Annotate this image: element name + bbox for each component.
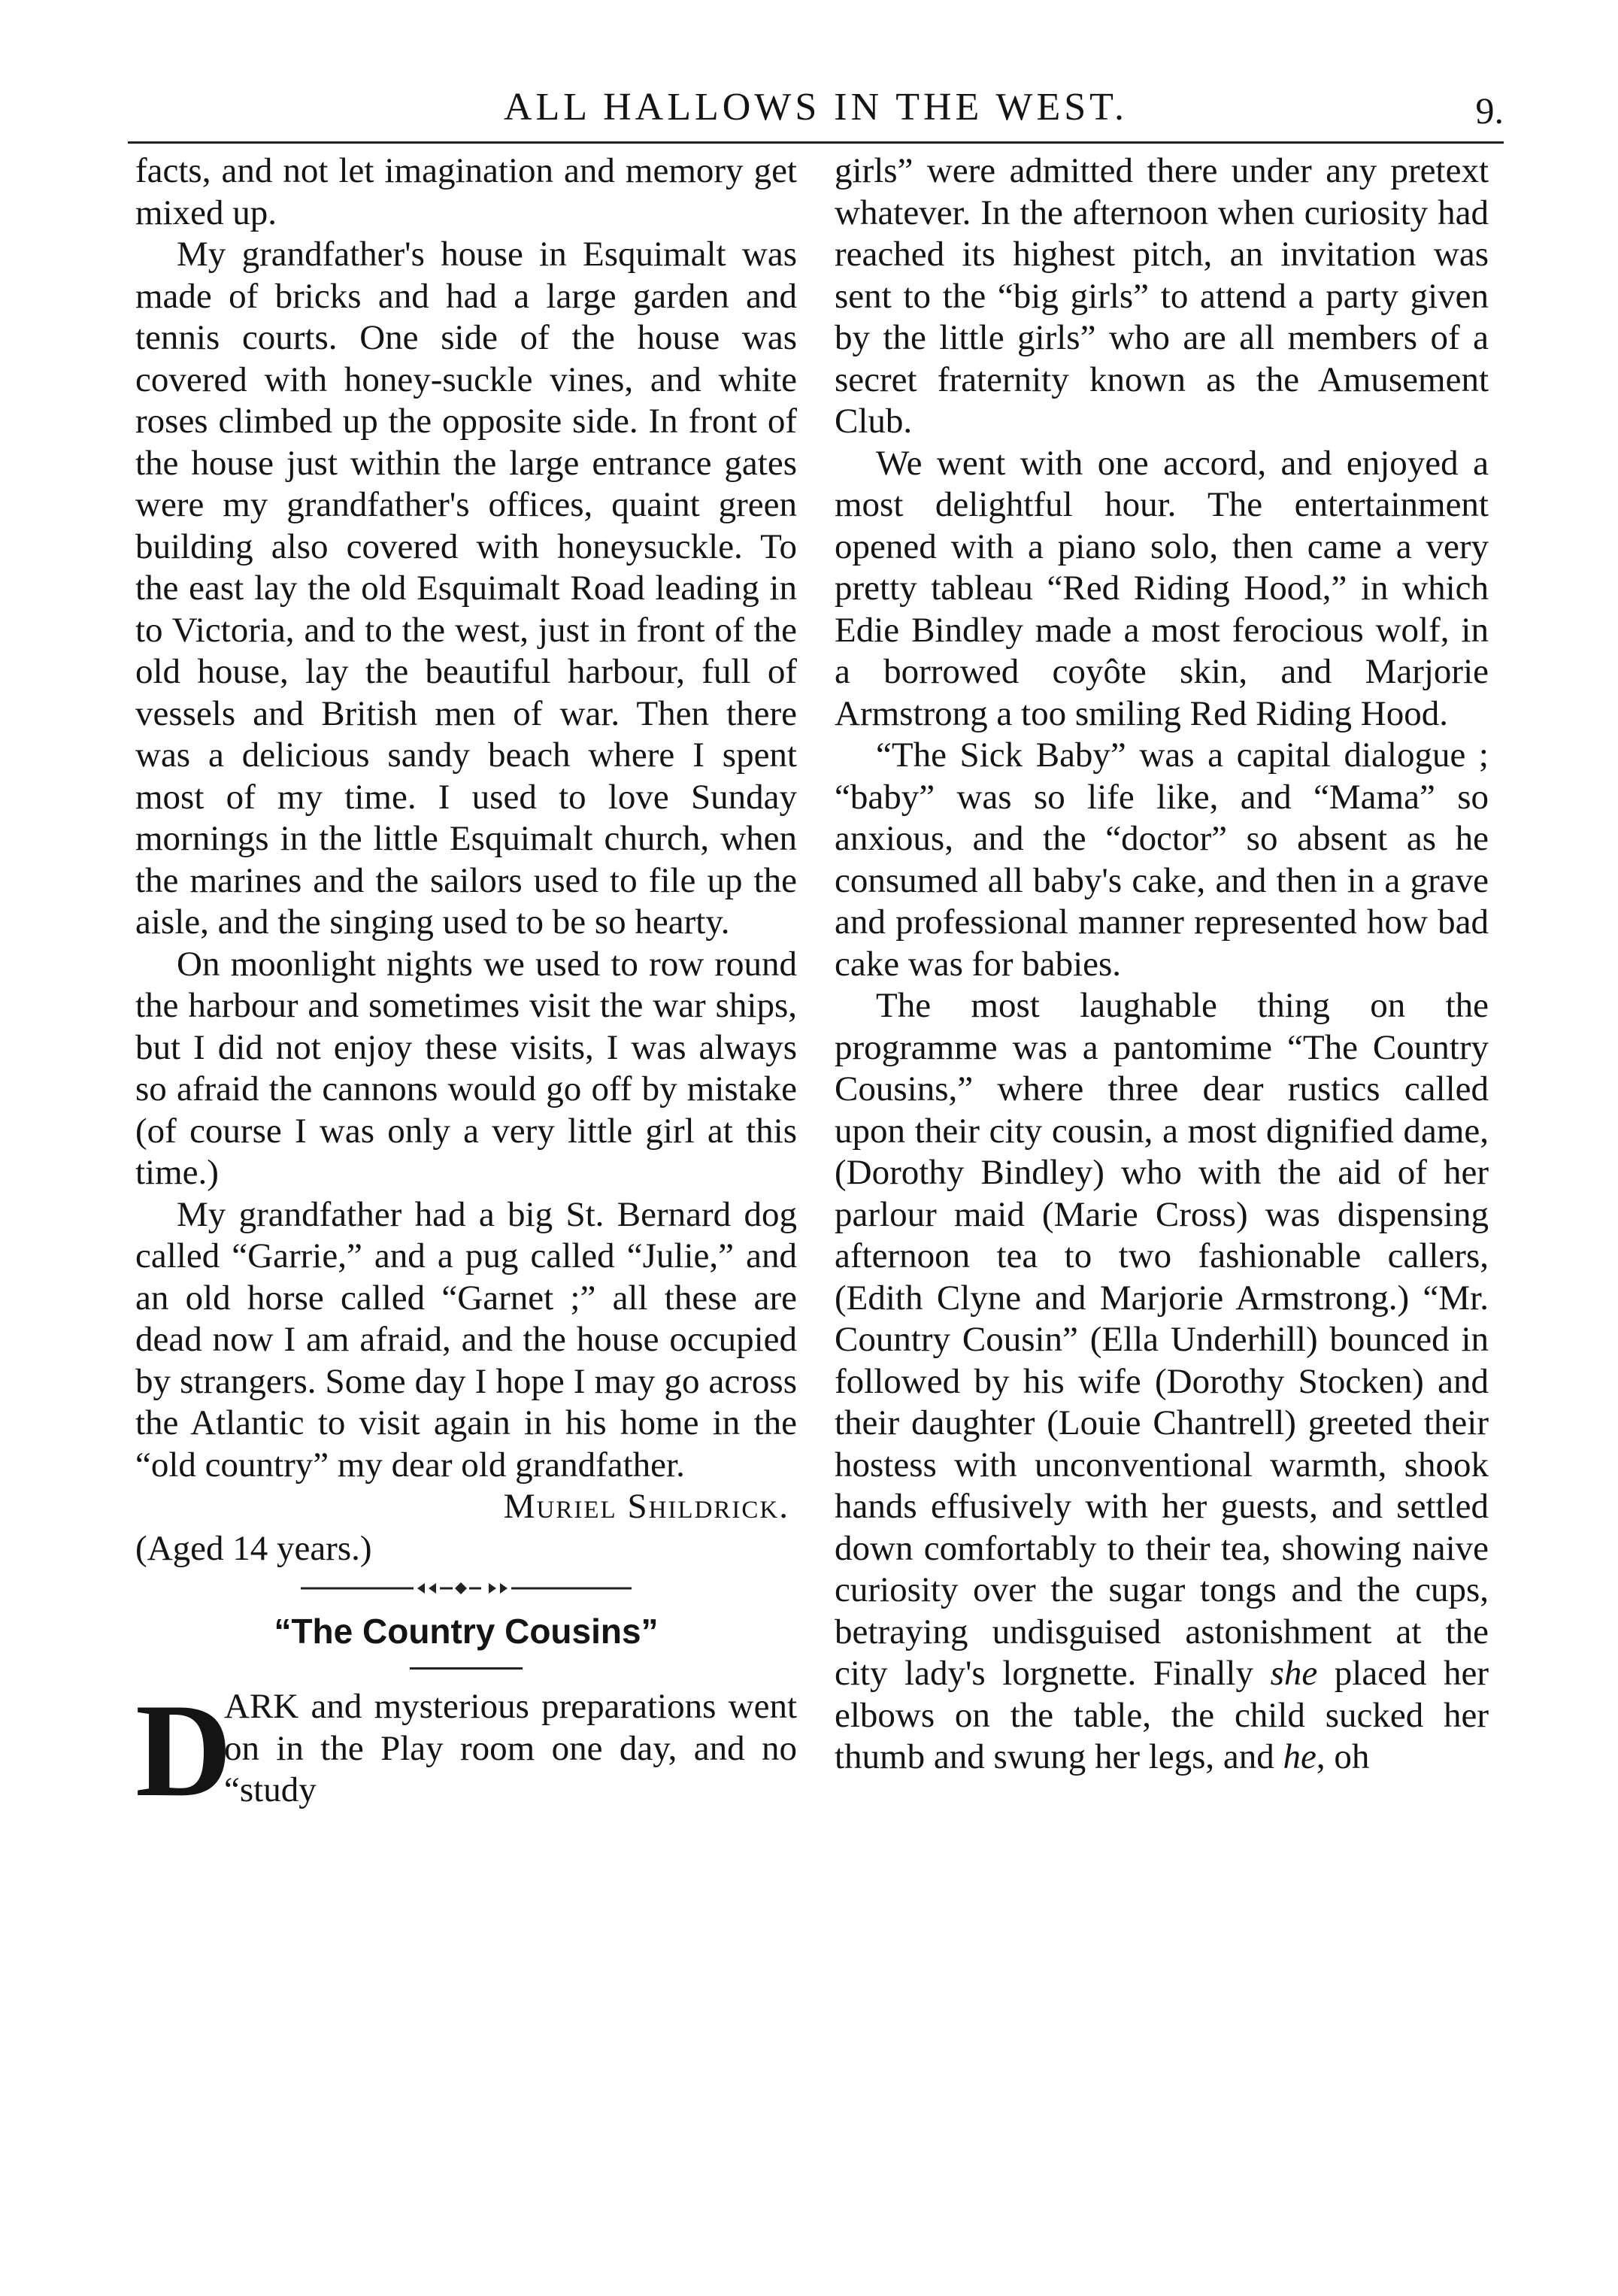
header-rule [128,141,1504,144]
paragraph-study-girls: girls” were admitted there under any pretext whatever. In the afternoon when curiosity had reached its highest pitch, an invitation was sent to the “big girls” to attend a party given by the little girls” who are all members of a secret fraternity known as the Amusement Club. [835,151,1489,441]
paragraph-entertainment: We went with one accord, and enjoyed a most delightful hour. The entertainment opened with a piano solo, then came a very pretty tableau “Red Riding Hood,” in which Edie Bindley made a most ferocious wolf, in a borrowed coyôte skin, and Marjorie Armstrong a too smiling Red Riding Hood. [835,443,1489,733]
running-title: ALL HALLOWS IN THE WEST. [503,86,1129,129]
left-column [135,150,797,1824]
paragraph-grandfathers-house: My grandfather's house in Esquimalt was made of bricks and had a large garden and tennis courts. One side of the house was covered with honey-suckle vines, and white roses climbed up the opposite side. In front of the house just within the large entrance gates were my grandfather's offices, quaint green building also covered with honeysuckle. To the east lay the old Esquimalt Road leading in to Victoria, and to the west, just in front of the old house, lay the beautiful harbour, full of vessels and British men of war. Then there was a delicious sandy beach where I spent most of my time. I used to love Sunday mornings in the little Esquimalt church, when the marines and the sailors used to file up the aisle, and the singing used to be so hearty. [135,235,797,942]
paragraph-sick-baby: “The Sick Baby” was a capital dialogue ; “baby” was so life like, and “Mama” so anxious, and the “doctor” so absent as he consumed all baby's cake, and then in a grave and professional manner represented how bad cake was for babies. [835,736,1489,984]
paragraph-dark-preparations [135,1676,797,1824]
emphasis-he: he [1283,1737,1317,1776]
page-number: 9. [1475,89,1504,132]
author-age-note: (Aged 14 years.) [135,1528,372,1568]
emphasis-she: she [1270,1654,1318,1693]
paragraph-pantomime [835,985,1489,1779]
paragraph-dark-preparations-text: and mysterious preparations went on in the Play room one day, and no “study [224,1687,797,1809]
paragraph-moonlight-nights: On moonlight nights we used to row round the harbour and sometimes visit the war ships, but I did not enjoy these visits, I was always so afraid the cannons would go off by mistake (of course I was only a very little girl at this time.) [135,944,797,1192]
right-column [835,150,1489,1779]
paragraph-pets: My grandfather had a big St. Bernard dog called “Garrie,” and a pug called “Julie,” and an old horse called “Garnet ;” all these are dead now I am afraid, and the house occupied by strangers. Some day I hope I may go across the Atlantic to visit again in his home in the “old country” my dear old grandfather. [135,1194,797,1485]
pantomime-text-part2: placed her elbows on the table, the child sucked her thumb and swung her legs, and [835,1654,1489,1776]
page-header [128,81,1504,141]
ornament-divider [256,1577,677,1600]
section-heading: “The Country Cousins” [274,1612,659,1651]
author-signature: Muriel Shildrick. [503,1487,789,1526]
heading-rule [410,1667,523,1670]
pantomime-text-part3: , oh [1316,1737,1370,1776]
drop-cap: D [135,1676,232,1824]
drop-cap-tail: ARK [224,1687,299,1726]
pantomime-text-part1: The most laughable thing on the programme was a pantomime “The Country Cousins,” where three dear rustics called upon their city cousin, a most dignified dame, (Dorothy Bindley) who with the aid of her parlour maid (Marie Cross) was dispensing afternoon tea to two fashionable callers, (Edith Clyne and Marjorie Armstrong.) “Mr. Country Cousin” (Ella Underhill) bounced in followed by his wife (Dorothy Stocken) and their daughter (Louie Chantrell) greeted their hostess with unconventional warmth, shook hands effusively with her guests, and settled down comfortably to their tea, showing naive curiosity over the sugar tongs and the cups, betraying undisguised astonishment at the city lady's lorgnette. Finally [835,986,1489,1693]
paragraph-continued: facts, and not let imagination and memory get mixed up. [135,151,797,232]
